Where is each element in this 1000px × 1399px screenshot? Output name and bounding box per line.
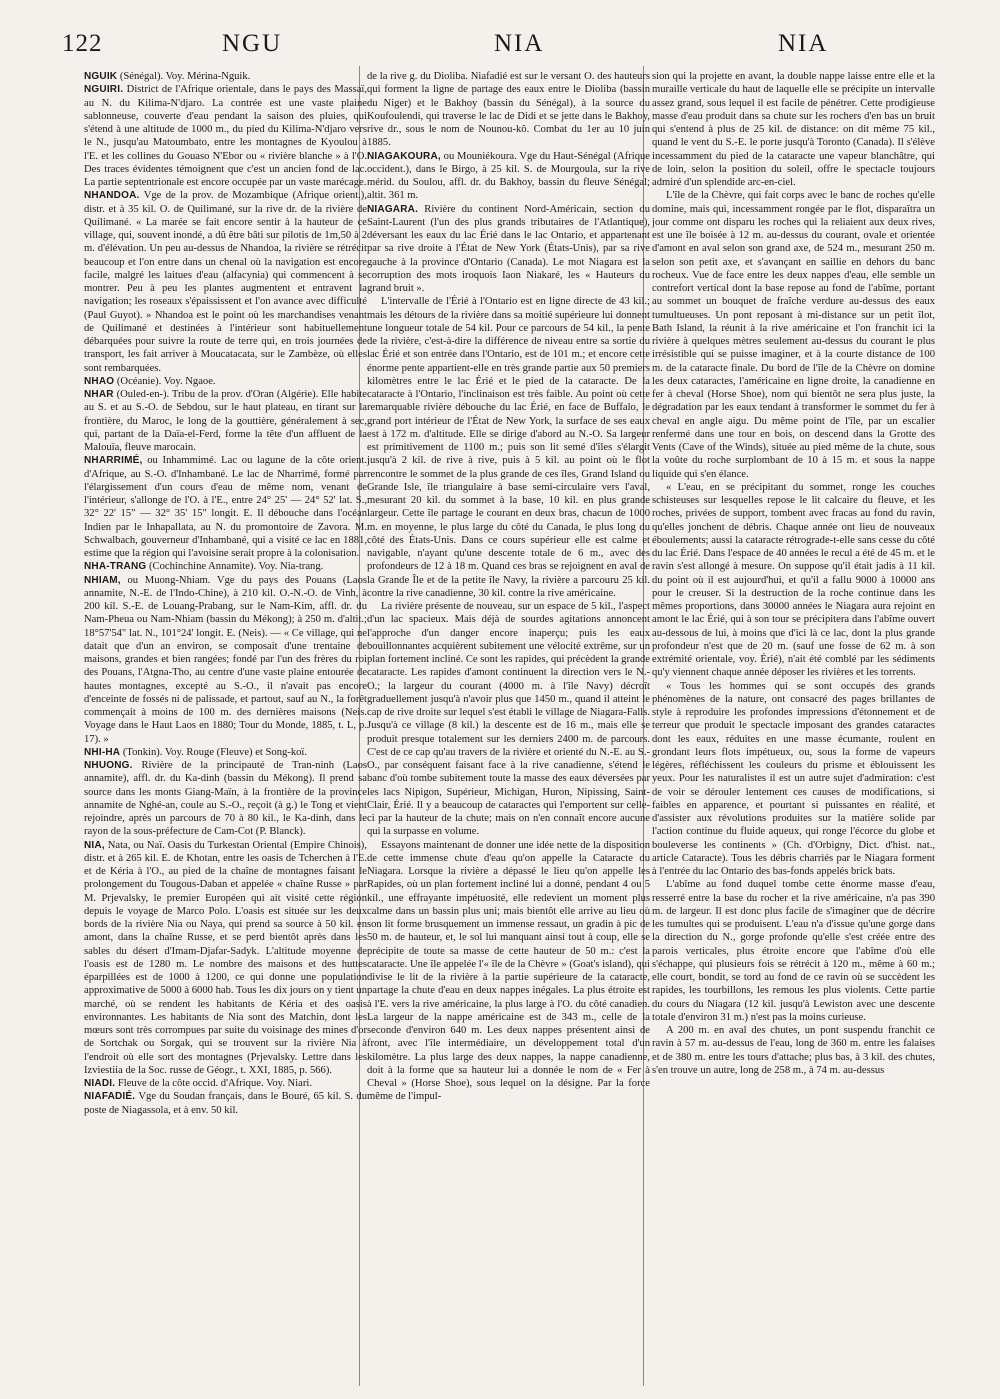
entry-text: (Tonkin). Voy. Rouge (Fleuve) et Song-koï.	[122, 746, 308, 758]
entry-niagakoura	[367, 150, 650, 203]
entry-text: Rivière du continent Nord-Américain, section du Saint-Laurent (l'un des plus grands tributaires de l'Atlantique), déversant les eaux du lac Érié dans le lac Ontario, et appartenant par sa rive droite à l'État de New York (États-Unis), par sa rive gauche à la province d'Ontario (Canada). Le mot Niagara est la corruption des mots iroquois Iaon Niakaré, les « Hauteurs du grand bruit ».	[367, 203, 650, 294]
paragraph	[367, 839, 650, 1104]
headword: NIAGARA.	[367, 203, 419, 215]
entry-niadi	[84, 1077, 367, 1090]
entry-text: (Sénégal). Voy. Mérina-Nguik.	[119, 71, 251, 82]
text-column-left	[84, 70, 367, 1388]
headword: NHA-TRANG	[84, 561, 147, 573]
headword: NHI-HA	[84, 746, 121, 758]
entry-text: de la rive g. du Dioliba. Niafadié est sur le versant O. des hauteurs qui forment la ligne de partage des eaux entre le Dioliba (bassin du Niger) et le Bakhoy (bassin du Sénégal), à la source du Koufoulendi, qui traverse le lac de Didi et se jette dans le Bakhoy, rive dr., sous le nom de Nounou-kô. Combat du 1er au 10 juin 1885.	[367, 71, 650, 149]
entry-nguiri	[84, 83, 367, 189]
headword: NHUONG.	[84, 760, 133, 771]
entry-text: Vge du Soudan français, dans le Bouré, 65 kil. S. du poste de Niagassola, et à env. 50 kil.	[84, 1091, 367, 1116]
paragraph	[652, 1024, 935, 1077]
entry-nhuong	[84, 759, 367, 839]
entry-text: (Cochinchine Annamite). Voy. Nia-trang.	[149, 561, 324, 573]
entry-nhi-ha	[84, 746, 367, 759]
entry-text: District de l'Afrique orientale, dans le pays des Massaï, au N. du Kilima-N'djaro. La contrée est une vaste plaine sablonneuse, couverte d'eau pendant la saison des pluies, qui s'étend à une altitude de 1000 m., du pied du Kilima-N'djaro vers le N., jusqu'au Matoumbato, entre les montagnes de Kyoulou à l'E. et les collines du Gouaso N'Ebor ou « rivière blanche » à l'O. Des traces évidentes témoignent que c'est un ancien fond de lac. La partie septentrionale est encore occupée par un vaste marécage.	[84, 84, 367, 188]
entry-text: Nata, ou Naï. Oasis du Turkestan Oriental (Empire Chinois), distr. et à 265 kil. E. de Khotan, entre les oasis de Tcherchen à l'E. et de Kéria à l'O., au pied de la chaîne de montagnes faisant le prolongement du Tougous-Daban et appelée « chaîne Russe » par M. Prjevalsky, le premier Européen qui ait visité cette région depuis le voyage de Marco Polo. L'oasis est située sur les deux bords de la rivière Nia ou Naya, qui prend sa source à 50 kil. en amont, dans la chaîne Russe, et se perd bientôt après dans les sables du désert d'Imam-Djafar-Sadyk. L'altitude moyenne de l'oasis est de 1280 m. Le nombre des maisons et des huttes éparpillées est de 1000 à 1200, ce qui donne une population approximative de 5000 à 6000 hab. Tous les dix jours on y tient un marché, où se rendent les habitants de Kéria et des oasis environnantes. Les habitants de Nia sont des Matchin, dont les mœurs sont très corrompues par suite du voisinage des mines d'or de Sortchak ou Sorgak, qui se trouvent sur la rivière Nia à l'endroit où elle sort des montagnes (Prjevalsky. Lettre dans les Izviestiia de la Soc. russe de Géogr., t. XXI, 1885, p. 566).	[84, 839, 367, 1076]
entry-nha-trang	[84, 560, 367, 573]
entry-nhar	[84, 388, 367, 454]
headword: NIADI.	[84, 1078, 116, 1089]
headword: NHANDOA.	[84, 190, 140, 202]
text-column-right	[652, 70, 935, 1388]
running-head-left: NGU	[222, 30, 283, 57]
entry-text: Vge de la prov. de Mozambique (Afrique orient.), distr. et à 35 kil. O. de Quilimané, sur la rive dr. de la rivière de Quilimané. « La marée se fait encore sentir à la hauteur de ce village, qui, souvent inondé, a dû être bâti sur pilotis de 1m,50 à 2 m. d'élévation. Un peu au-dessus de Nhandoa, la rivière se rétrécit beaucoup et l'on entre dans un chenal où la navigation est encore facile, malgré les laitues d'eau (alfacynia) qui commencent à se montrer. Peu à peu les plantes augmentent et entravent la navigation; les roseaux s'épaississent et l'on avance avec difficulté (Paul Guyot). » Nhandoa est le point où les marchandises venant de Quilimané et destinées à l'intérieur sont habituellement débarquées pour suivre la route de terre qui, en trois journées de transport, les fait arriver à Moucatacata, sur le Zambèze, où elles sont rembarquées.	[84, 190, 367, 374]
paragraph	[652, 680, 935, 879]
paragraph	[367, 295, 650, 600]
entry-text: ou Muong-Nhiam. Vge du pays des Pouans (Laos annamite, N.-E. de l'Indo-Chine), à 210 kil. O.-N.-O. de Vinh, à 200 kil. S.-E. de Louang-Prabang, sur le Nam-Kim, affl. dr. du Nam-Pheua ou Nam-Nhiam (bassin du Mékong); à 250 m. d'altit.; 18°57'54" lat. N., 101°24' longit. E. (Neis). — « Ce village, qui ne datait que d'un an environ, se composait d'une trentaine de maisons, grandes et bien rangées; fondé par l'un des frères du roi des Pouans, l'Atgna-Tho, au centre d'une vaste plaine entourée de hautes montagnes, excepté au S.-O., il n'avait pas encore d'enceinte de fossés ni de palissade, et partout, sauf au N., la forêt commençait à moins de 100 m. des dernières maisons (Neis. Voyage dans le Haut Laos en 1880; Tour du Monde, 1885, t. L, p. 17). »	[84, 574, 367, 745]
headword: NHIAM,	[84, 574, 121, 586]
entry-text: A 200 m. en aval des chutes, un pont suspendu franchit ce ravin à 57 m. au-dessus de l'eau, long de 360 m. entre les falaises et de 380 m. entre les tours d'attache; plus bas, à 3 kil. des chutes, s'en trouve un autre, long de 258 m., à 74 m. au-dessus	[652, 1025, 935, 1076]
entry-text: ou Inhammimé. Lac ou lagune de la côte orient. d'Afrique, au S.-O. d'Inhambané. Le lac de Nharrimé, formé par l'élargissement d'un cours d'eau de même nom, venant de l'intérieur, s'allonge de l'O. à l'E., entre 24° 25' — 24° 52' lat. S., 32° 22' 15" — 32° 35' 15" longit. E. Il débouche dans l'océan Indien par le Inhapallata, au N. du promontoire de Zavora. M. Schwalbach, gouverneur d'Inhambané, qui a visité ce lac en 1881, estime que la région qui l'avoisine serait propre à la colonisation.	[84, 455, 367, 559]
paragraph	[367, 600, 650, 839]
entry-niagara	[367, 203, 650, 296]
paragraph	[652, 70, 935, 189]
page-number: 122	[62, 30, 103, 57]
entry-nharrime	[84, 454, 367, 560]
entry-text: Fleuve de la côte occid. d'Afrique. Voy. Niari.	[117, 1078, 312, 1089]
entry-text: (Océanie). Voy. Ngaoe.	[116, 375, 216, 387]
entry-text: La rivière présente de nouveau, sur un espace de 5 kil., l'aspect d'un lac spacieux. Mais déjà de sourdes agitations annoncent l'approche d'un danger encore inaperçu; puis les eaux bouillonnantes acquièrent subitement une vélocité extrême, sur un plan fortement incliné. Ce sont les rapides, qui précèdent la grande cataracte. Les rapides d'amont continuent la direction vers le N.-O.; la largeur du courant (4000 m. à l'île Navy) décroît graduellement jusqu'à n'avoir plus que 1450 m., quand il atteint le cap de rive droite sur lequel s'est établi le village de Niagara-Falls. Jusqu'à ce village (8 kil.) la descente est de 16 m., mais elle se produit presque totalement sur les derniers 2400 m. de parcours. C'est de ce cap qu'au travers de la rivière et orienté du N.-E. au S.-O., par conséquent faisant face à la rive canadienne, s'étend le banc d'où tombe subitement toute la masse des eaux déversées par les lacs Nipigon, Supérieur, Michigan, Huron, Nipissing, Saint-Clair, Érié. Il y a beaucoup de cataractes qui l'emportent sur celle-ci par la hauteur de la chute; mais on n'en connaît encore aucune qui la surpasse en volume.	[367, 601, 650, 838]
entry-text: sion qui la projette en avant, la double nappe laisse entre elle et la muraille verticale du haut de laquelle elle se précipite un intervalle assez grand, sous lequel il est facile de pénétrer. Cette prodigieuse masse d'eau produit dans sa chute sur les rochers d'en bas un bruit qui s'entend à plus de 25 kil. de distance: on dit même 75 kil., quand le vent du S.-E. le porte jusqu'à Toronto (Canada). Il s'élève incessamment du pied de la cataracte une vapeur blanchâtre, qui de loin, selon la position du soleil, offre le spectacle toujours admiré d'un splendide arc-en-ciel.	[652, 71, 935, 188]
entry-text: « Tous les hommes qui se sont occupés des grands phénomènes de la nature, ont consacré des pages brillantes de style à reproduire les profondes impressions d'étonnement et de terreur que produit le spectacle imposant des grandes cataractes dont les eaux, réduites en une masse écumante, roulent en grondant leurs flots impétueux, ou, sous la forme de vapeurs légères, réfléchissent les couleurs du prisme et éblouissent les yeux. Pour les naturalistes il est un autre sujet d'admiration: c'est de voir se dérouler lentement ces causes de modifications, si faibles en apparence, et pourtant si puissantes en réalité, et d'assister aux révolutions produites sur la matière solide par l'action continue du fluide aqueux, qui ronge l'écorce du globe et bouleverse les continents » (Ch. d'Orbigny, Dict. d'hist. nat., article Cataracte). Tous les débris charriés par le Niagara forment à l'entrée du lac Ontario des bas-fonds appelés brick bats.	[652, 680, 935, 877]
entry-text: ou Mouniékoura. Vge du Haut-Sénégal (Afrique occident.), dans le Birgo, à 25 kil. S. de Mourgoula, sur la rive mérid. du Soulou, affl. dr. du Bakhoy, bassin du fleuve Sénégal; altit. 361 m.	[367, 150, 650, 202]
paragraph	[652, 878, 935, 1024]
headword: NIA,	[84, 839, 105, 851]
running-head-right: NIA	[778, 30, 829, 57]
entry-text: Essayons maintenant de donner une idée nette de la disposition de cette immense chute d'eau qu'on appelle la Cataracte du Niagara. Lorsque la rivière a dépassé le lieu qu'on appelle les Rapides, où un plan fortement incliné lui a donné, pendant 4 ou 5 kil., une effrayante impétuosité, elle redevient un moment plus calme dans un bassin plus uni; mais bientôt elle arrive au lieu où son lit forme brusquement un immense ressaut, un gradin à pic de 50 m. de hauteur, et, le sol lui manquant ainsi tout à coup, elle se précipite de toute sa masse de cette hauteur de 50 m.: c'est la cataracte. Une île appelée l'« île de la Chèvre » (Goat's island), qui divise le lit de la rivière à la partie supérieure de la cataracte, partage la chute d'eau en deux nappes inégales. La plus étroite est à l'E. vers la rive américaine, la plus large à l'O. du côté canadien. La largeur de la nappe américaine est de 343 m., celle de la seconde d'environ 640 m. Les deux nappes présentent ainsi de front, avec l'île intermédiaire, un développement total d'un kilomètre. La plus large des deux nappes, la nappe canadienne, doit à la forme que sa hauteur lui a donnée le nom de « Fer à Cheval » (Horse Shoe), sous lequel on la désigne. Par la force même de l'impul-	[367, 839, 650, 1103]
entry-nhiam	[84, 574, 367, 746]
entry-text: (Ouled-en-). Tribu de la prov. d'Oran (Algérie). Elle habite au S. et au S.-O. de Sebdou, sur le haut plateau, en tirant sur la frontière, du Maroc, le long de la gouttière, généralement à sec, qui, partant de la Daïa-el-Ferd, forme la tête d'un affluent de la Malouïa, fleuve marocain.	[84, 389, 367, 453]
headword: NIAGAKOURA,	[367, 150, 441, 162]
entry-text: Rivière de la principauté de Tran-ninh (Laos annamite), affl. dr. du Ka-dinh (bassin du Mékong). Il prend sa source dans les monts Giang-Maïn, à la frontière de la province annamite de Nghé-an, coule au S.-O., reçoit (à g.) le Tong et vient rejoindre, après un parcours de 70 à 80 kil., le Ka-dinh, dans le rayon de la sous-préfecture de Cam-Cot (P. Blanck).	[84, 760, 367, 838]
headword: NGUIRI.	[84, 84, 124, 96]
entry-niafadie	[84, 1090, 367, 1117]
entry-text: L'abîme au fond duquel tombe cette énorme masse d'eau, resserré entre la base du rocher et la rive américaine, n'a pas 390 m. de largeur. Il est donc plus facile de s'imaginer que de décrire les tumultes qui se produisent. L'eau n'a d'issue qu'une gorge dans la direction du N., gorge profonde qu'elle s'est créée entre des parois verticales, plus étroite encore que l'abîme d'où elle s'échappe, qui plusieurs fois se rétrécit à 120 m., même à 60 m.; elle court, bondit, se tord au fond de ce ravin où se succèdent les rapides, les tourbillons, les remous les plus violents. Cette partie du cours du Niagara (12 kil. jusqu'à Lewiston avec une descente totale d'environ 31 m.) n'est pas la moins curieuse.	[652, 879, 935, 1023]
entry-text: « L'eau, en se précipitant du sommet, ronge les couches schisteuses sur lesquelles repose le lit calcaire du fleuve, et les roches, privées de support, tombent avec fracas au fond du ravin, qu'elles jonchent de débris. Chaque année ont lieu de nouveaux éboulements; aussi la cataracte rétrograde-t-elle sans cesse du côté du lac Érié. Dans l'espace de 40 années le recul a été de 45 m. et le ravin s'est allongé à mesure. On suppose qu'il était jadis à 11 kil. du point où il est aujourd'hui, et qu'il a fallu 9000 à 10000 ans pour le creuser. Si la destruction de la roche continue dans les mêmes proportions, dans 30000 années le Niagara aura rejoint en amont le lac Érié, qui à son tour se précipitera dans l'abîme ouvert au-dessous de lui, à moins que d'ici là ce lac, dont la plus grande profondeur n'est que de 20 m. (sauf une fosse de 62 m. à son extrémité orientale, voy. Érié), n'ait été comblé par les sédiments qu'y viennent chaque année déposer les rivières et les torrents.	[652, 481, 935, 679]
headword: NHAO	[84, 375, 115, 387]
entry-niafadie-cont	[367, 70, 650, 150]
headword: NGUIK	[84, 71, 118, 82]
entry-text: L'intervalle de l'Érié à l'Ontario est en ligne directe de 43 kil.; mais les détours de la rivière dans sa moitié supérieure lui donnent une longueur totale de 54 kil. Pour ce parcours de 54 kil., la pente de la rivière, c'est-à-dire la différence de niveau entre sa sortie du lac Érié et son entrée dans l'Ontario, est de 101 m.; et encore cette énorme pente appartient-elle en très grande partie aux 50 premiers kilomètres entre le lac Érié et le pied de la cataracte. De la cataracte à l'Ontario, l'inclinaison est très faible. Au point où cette remarquable rivière débouche du lac Érié, en face de Buffalo, le grand port intérieur de l'État de New York, la surface de ses eaux est à 172 m. d'altitude. Elle se dirige d'abord au N.-O. Sa largeur est primitivement de 1100 m.; puis son lit semé d'îles s'élargit jusqu'à 2 kil. de rive à rive, puis à 5 kil. au point où le flot rencontre le sommet de la plus grande de ces îles, Grand Island ou Grande Isle, île triangulaire à base semi-circulaire vers l'aval, mesurant 20 kil. du sommet à la base, 10 kil. en plus grande largeur. Cette île partage le courant en deux bras, chacun de 1000 m. en moyenne, le plus large du côté du Canada, le plus long du côté des États-Unis. Dans ce cours supérieur elle est calme et navigable, n'ayant qu'une descente totale de 6 m., avec des profondeurs de 12 à 18 m. Quand ces bras se rejoignent en aval de la Grande Île et de la petite île Navy, la rivière a parcouru 25 kil. contre la rive canadienne, 30 kil. contre la rive américaine.	[367, 296, 650, 599]
text-column-middle	[367, 70, 650, 1388]
paragraph	[652, 481, 935, 680]
entry-nia	[84, 839, 367, 1078]
entry-nhao	[84, 375, 367, 388]
headword: NIAFADIÉ.	[84, 1091, 136, 1103]
entry-nhandoa	[84, 189, 367, 375]
entry-text: L'île de la Chèvre, qui fait corps avec le banc de roches qu'elle domine, mais qui, incessamment rongée par le flot, disparaîtra un jour comme ont disparu les roches qui la reliaient aux deux rives, est une île boisée à 12 m. au-dessus du courant, ovale et orientée d'amont en aval selon son grand axe, de 524 m., mesurant 250 m. selon son petit axe, et s'avançant en saillie en dehors du banc rocheux. Vue de face entre les deux nappes d'eau, elle semble un contrefort vertical dont la base repose au fond de l'abîme, portant au sommet un bouquet de fraîche verdure au-dessus des eaux tumultueuses. Un pont reposant à mi-distance sur un petit îlot, Bath Island, la réunit à la rive américaine et l'on franchit ici la rivière à quelques mètres seulement au-dessus du courant le plus irrésistible qui se puisse imaginer, et à la courte distance de 100 m. de la cataracte finale. Du bord de l'île de la Chèvre on domine les deux cataractes, l'américaine en ligne droite, la canadienne en fer à cheval (Horse Shoe), nom qui bientôt ne sera plus juste, la dégradation par les eaux tendant à transformer le sommet du fer à cheval en angle aigu. Du même point de l'île, par un escalier renfermé dans une tour en bois, on descend dans la Grotte des Vents (Cave of the Winds), située au pied même de la chute, sous la voûte du roche surplombant de 10 à 15 m. et sous la nappe liquide qui s'en élance.	[652, 190, 935, 480]
headword: NHARRIMÉ,	[84, 455, 143, 467]
paragraph	[652, 189, 935, 481]
entry-nguik	[84, 70, 367, 83]
page-header	[62, 30, 938, 66]
running-head-middle: NIA	[494, 30, 545, 57]
headword: NHAR	[84, 389, 114, 400]
